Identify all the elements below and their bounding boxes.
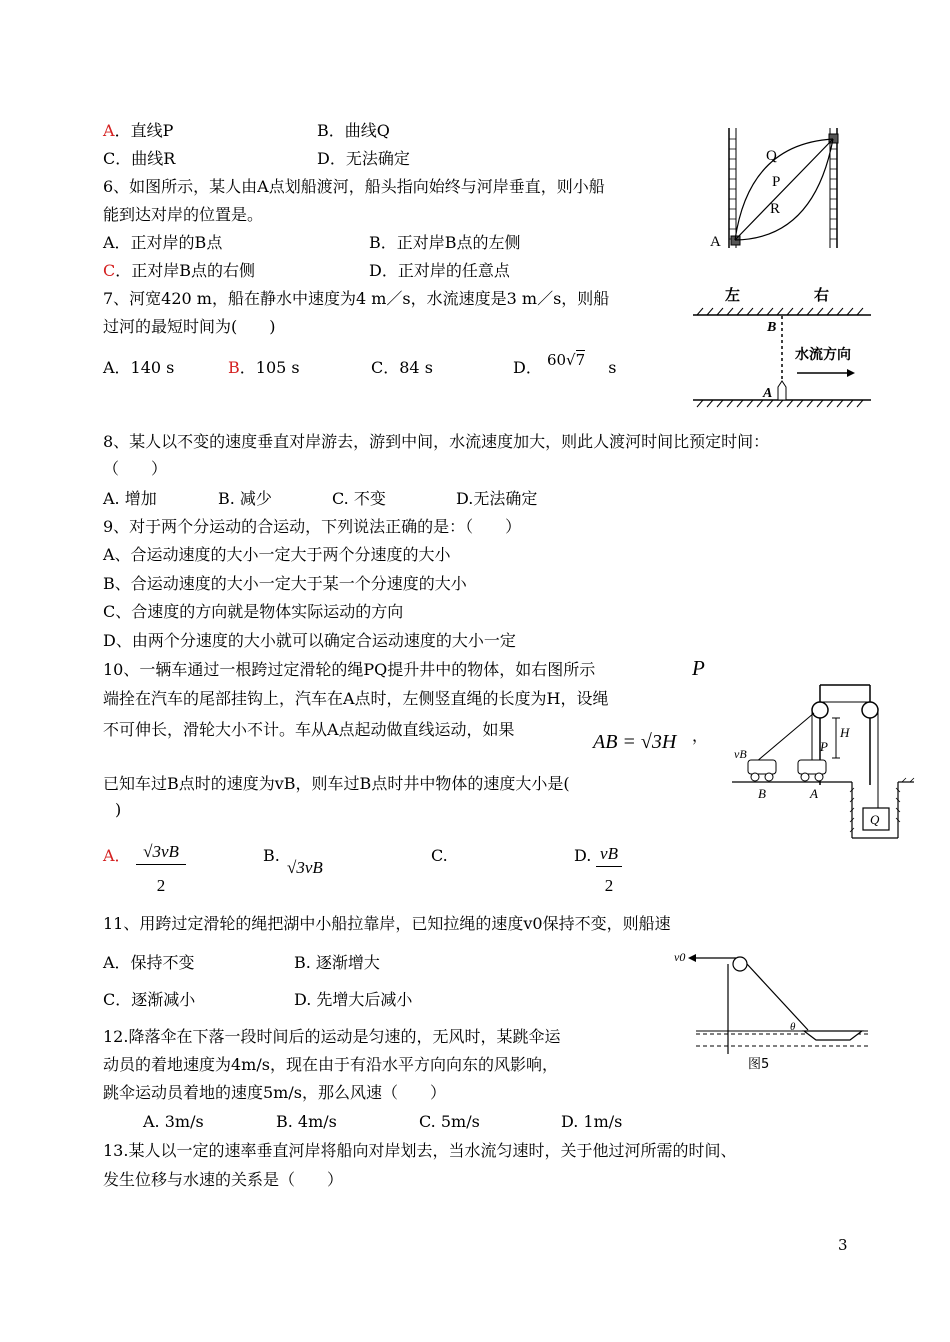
q7-option-d <box>513 351 617 378</box>
label-b: B <box>767 320 777 335</box>
q12-option-c: C. 5m/s <box>419 1112 480 1131</box>
label-p: P <box>772 174 781 190</box>
page-number: 3 <box>838 1236 848 1254</box>
q5-option-a-letter: A <box>103 121 115 140</box>
q6-option-c <box>103 261 255 281</box>
label-left: 左 <box>725 286 741 304</box>
label-q: Q <box>766 148 777 164</box>
boat-icon <box>778 381 786 400</box>
q6-option-c-letter: C <box>103 261 116 280</box>
q7-option-b-text: ．105 s <box>239 358 300 377</box>
left-bank <box>729 128 736 248</box>
q8-option-a: A. 增加 <box>103 489 157 508</box>
q6-option-d: D．正对岸的任意点 <box>369 261 510 280</box>
q10-option-a-fraction-bar <box>136 864 186 865</box>
figure-caption: 图5 <box>748 1057 770 1072</box>
q13-stem-line1: 13.某人以一定的速率垂直河岸将船向对岸划去，当水流匀速时，关于他过河所需的时间、 <box>103 1141 737 1160</box>
q7-stem-line1: 7、河宽420 m，船在静水中速度为4 m／s，水流速度是3 m／s，则船 <box>103 289 610 308</box>
q11-stem: 11、用跨过定滑轮的绳把湖中小船拉靠岸，已知拉绳的速度v0保持不变，则船速 <box>103 914 671 933</box>
q9-option-d: D、由两个分速度的大小就可以确定合运动速度的大小一定 <box>103 631 516 650</box>
q10-option-a-letter: A． <box>103 846 131 865</box>
label-q: Q <box>870 812 880 827</box>
car-b <box>748 760 776 781</box>
q7-option-b-letter: B <box>228 358 240 377</box>
q5-option-d: D．无法确定 <box>317 149 410 168</box>
q9-option-b: B、合运动速度的大小一定大于某一个分速度的大小 <box>103 574 467 593</box>
q7-option-d-unit: s <box>608 358 617 377</box>
q11-option-c: C．逐渐减小 <box>103 990 196 1009</box>
left-pulley <box>812 702 828 718</box>
q6-option-a: A．正对岸的B点 <box>103 233 223 252</box>
q9-stem: 9、对于两个分运动的合运动，下列说法正确的是：（ ） <box>103 517 522 536</box>
label-h: H <box>840 725 850 740</box>
q6-option-c-text: ．正对岸B点的右侧 <box>115 261 256 280</box>
shore-pulley <box>733 957 747 971</box>
boat <box>804 1031 862 1040</box>
label-p: P <box>820 739 828 754</box>
flow-arrow-head <box>847 369 855 377</box>
label-v0: v0 <box>674 950 686 964</box>
q12-stem-line3: 跳伞运动员着地的速度5m/s，那么风速（ ） <box>103 1083 446 1102</box>
q7-stem-line2: 过河的最短时间为( ) <box>103 317 276 336</box>
q9-option-c: C、合速度的方向就是物体实际运动的方向 <box>103 602 404 621</box>
q10-stem-line2: 端拴在汽车的尾部挂钩上，汽车在A点时，左侧竖直绳的长度为H，设绳 <box>103 689 609 708</box>
q10-ab-equation: AB = √3H <box>593 731 677 753</box>
q7-option-d-label: D． <box>513 358 542 377</box>
label-vb: vB <box>734 747 747 761</box>
q7-option-c: C．84 s <box>371 358 433 377</box>
q12-option-b: B. 4m/s <box>276 1112 337 1131</box>
q12-stem-line1: 12.降落伞在下落一段时间后的运动是匀速的，无风时，某跳伞运 <box>103 1027 561 1046</box>
boat-pull-figure <box>668 944 868 1074</box>
q10-stem-line5: ) <box>115 800 122 819</box>
label-a: A <box>763 386 773 401</box>
q11-option-a: A．保持不变 <box>103 953 195 972</box>
flow-direction-label: 水流方向 <box>795 347 851 363</box>
river-curves-figure <box>704 124 854 254</box>
q10-comma: ， <box>692 726 709 745</box>
label-b: B <box>758 786 766 801</box>
q7-option-b <box>228 358 300 378</box>
q8-stem-line2: （ ） <box>103 459 168 478</box>
river-flow-figure <box>687 284 877 416</box>
q13-stem-line2: 发生位移与水速的关系是（ ） <box>103 1170 344 1189</box>
q8-option-d: D.无法确定 <box>456 489 538 508</box>
q12-stem-line2: 动员的着地速度为4m/s，现在由于有沿水平方向向东的风影响， <box>103 1055 558 1074</box>
q5-option-c: C．曲线R <box>103 149 176 168</box>
q12-option-d: D. 1m/s <box>561 1112 623 1131</box>
q6-stem-line2: 能到达对岸的位置是。 <box>103 205 264 224</box>
q8-stem-line1: 8、某人以不变的速度垂直对岸游去，游到中间，水流速度加大，则此人渡河时间比预定时间： <box>103 432 770 451</box>
q8-option-c: C. 不变 <box>332 489 386 508</box>
q10-option-a-numerator: √3vB <box>143 842 179 861</box>
label-theta: θ <box>790 1021 796 1033</box>
q10-option-d-denominator: 2 <box>604 876 614 895</box>
q6-option-b: B．正对岸B点的左侧 <box>369 233 521 252</box>
label-right: 右 <box>814 286 830 304</box>
q10-p-symbol: P <box>692 656 705 680</box>
q5-option-a-text: ．直线P <box>114 121 174 140</box>
q10-option-c-label: C. <box>431 846 448 865</box>
right-pulley <box>862 702 878 718</box>
rope-slanted <box>756 713 814 762</box>
bottom-bank <box>693 400 871 407</box>
q10-option-b-expr: √3vB <box>287 858 323 877</box>
q9-option-a: A、合运动速度的大小一定大于两个分速度的大小 <box>103 545 451 564</box>
q10-stem-line4: 已知车过B点时的速度为vB，则车过B点时井中物体的速度大小是( <box>103 774 570 793</box>
pulley-car-figure <box>728 680 918 845</box>
label-r: R <box>770 201 781 217</box>
q5-option-b: B．曲线Q <box>317 121 390 140</box>
q11-option-d: D. 先增大后减小 <box>294 990 413 1009</box>
q5-option-a <box>103 121 173 141</box>
q10-option-b-label: B. <box>263 846 280 865</box>
q10-stem-line1: 10、一辆车通过一根跨过定滑轮的绳PQ提升井中的物体，如右图所示 <box>103 660 596 679</box>
label-a: A <box>810 786 818 801</box>
car-a <box>798 760 826 781</box>
pull-arrow-head <box>688 954 696 962</box>
q7-option-d-coef: 60 <box>546 351 567 369</box>
q10-option-d-numerator: vB <box>600 844 618 863</box>
q7-option-a: A．140 s <box>103 358 175 377</box>
q12-option-a: A. 3m/s <box>143 1112 204 1131</box>
q6-stem-line1: 6、如图所示，某人由A点划船渡河，船头指向始终与河岸垂直，则小船 <box>103 177 605 196</box>
q8-option-b: B. 减少 <box>218 489 272 508</box>
top-bank <box>693 308 871 315</box>
q7-option-d-radicand: 7 <box>575 351 586 369</box>
q10-option-d-label: D. <box>574 846 592 865</box>
q10-option-d-fraction-bar <box>596 866 622 867</box>
rope <box>747 964 808 1030</box>
q7-option-d-radical: √7 <box>566 351 586 369</box>
q10-option-a-denominator: 2 <box>156 876 166 895</box>
q11-option-b: B. 逐渐增大 <box>294 953 380 972</box>
label-a: A <box>710 234 721 250</box>
q10-stem-line3: 不可伸长，滑轮大小不计。车从A点起动做直线运动，如果 <box>103 720 515 739</box>
